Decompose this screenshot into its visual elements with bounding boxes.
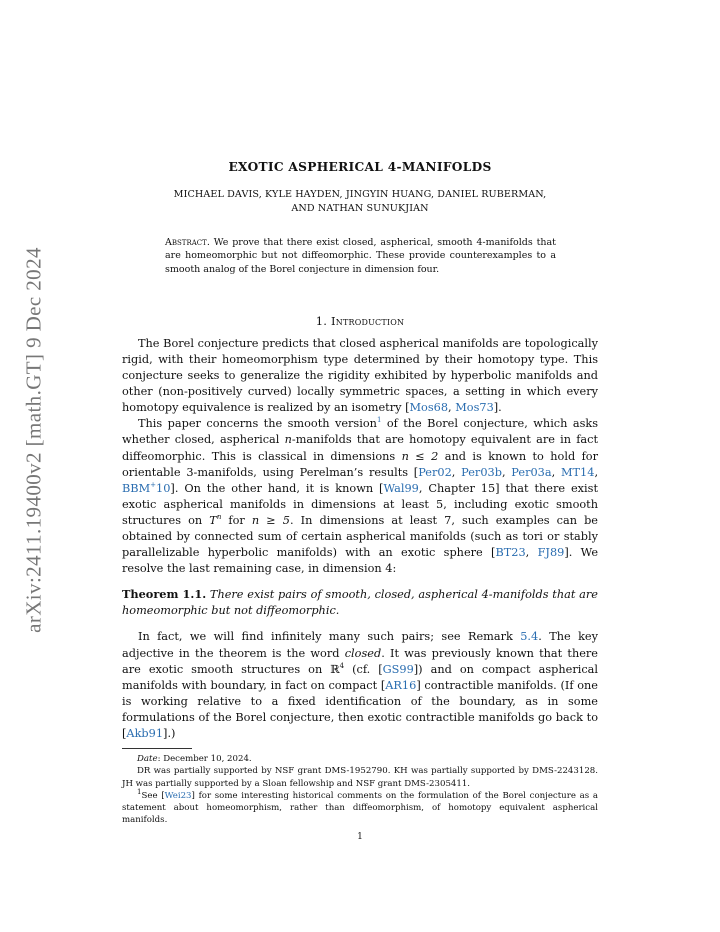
paragraph-text: for <box>221 513 252 527</box>
paragraph-text: -manifolds that are homotopy equivalent are in fact diffeomorphic. This is classical in dimensions <box>122 433 599 463</box>
paragraph-text: and is known to hold for orientable 3-manifolds, using Perelman’s results [ <box>122 449 598 479</box>
citation-link[interactable]: Wei23 <box>164 790 192 801</box>
arxiv-identifier-stamp <box>19 236 49 643</box>
paragraph-text: . It was previously known that there are exotic smooth structures on ℝ <box>122 646 598 676</box>
paragraph-text: ]. On the other hand, it is known [ <box>170 481 384 495</box>
footnote-number: 1 <box>137 787 142 796</box>
page-number: 1 <box>357 832 363 843</box>
theorem-label: Theorem 1.1. <box>122 587 207 602</box>
citation-link[interactable]: MT14 <box>560 465 595 479</box>
paragraph-text: of the Borel conjecture, which asks whether closed, aspherical <box>122 417 599 447</box>
paragraph-text: . In dimensions at least 7, such examples can be obtained by connected sum of certain aspherical manifolds (such as tori or stably parallelizable hyperbolic manifolds) with an exotic sphere [ <box>122 513 598 560</box>
paper-title: EXOTIC ASPHERICAL 4-MANIFOLDS <box>228 160 492 174</box>
author-list <box>122 188 598 216</box>
citation-link[interactable]: GS99 <box>382 662 414 676</box>
paragraph-text: (cf. [ <box>344 662 383 676</box>
footnotes <box>122 753 598 826</box>
citation-link[interactable]: Wal99 <box>383 481 419 495</box>
citation-link[interactable]: AR16 <box>385 678 417 692</box>
citation-link[interactable]: BT23 <box>495 546 526 560</box>
citation-link[interactable]: BBM+10 <box>122 480 171 495</box>
footnote-1 <box>122 787 598 827</box>
date-label: Date <box>137 754 158 765</box>
footnote-text: ] for some interesting historical comments on the formulation of the Borel conjecture as a statement about homeomorphism, rather than diffeomorphism, of homotopy equivalent aspherical manifolds. <box>122 790 598 826</box>
intro-paragraph <box>122 629 598 742</box>
paragraph-text: ] contractible manifolds. (If one is working relative to a fixed identification of the boundary, as in some formulations of the Borel conjecture, then exotic contractible manifolds go back to [ <box>122 678 598 741</box>
cross-reference-link[interactable]: 5.4 <box>520 630 539 644</box>
citation-link[interactable]: Mos68 <box>409 401 449 415</box>
citation-link[interactable]: FJ89 <box>537 546 565 560</box>
abstract <box>165 236 556 276</box>
date-value: : December 10, 2024. <box>157 754 252 765</box>
footnote-text: See [ <box>141 790 165 801</box>
section-title: Introduction <box>331 313 405 328</box>
paragraph-text: ]) and on compact aspherical manifolds with boundary, in fact on compact [ <box>122 662 599 692</box>
intro-paragraph: The Borel conjecture predicts that closed aspherical manifolds are topologically rigid, with their homeomorphism type determined by their homotopy type. This conjecture seeks to generalize the rigidity exhibited by hyperbolic manifolds and other (non-positively curved) locally symmetric spaces, a setting in which every homotopy equivalence is realized by an isometry [Mos68, Mos73]. <box>122 336 598 415</box>
paragraph-text: , Chapter 15] that there exist exotic aspherical manifolds in dimensions at least 5, including exotic smooth structures on <box>122 481 598 527</box>
section-heading <box>122 314 598 328</box>
math-inequality: n ≥ 5 <box>251 513 290 527</box>
math-symbol: $T^n$ <box>209 513 222 527</box>
section-number: 1. <box>315 313 328 328</box>
footnote-marker[interactable]: 1 <box>376 416 382 425</box>
arxiv-identifier: arXiv:2411.19400v2 [math.GT] 9 Dec 2024 <box>21 246 46 633</box>
paper-page <box>122 160 598 842</box>
citation-link[interactable]: Per03a <box>511 465 552 479</box>
math-inequality: n ≤ 2 <box>401 449 439 463</box>
abstract-text: We prove that there exist closed, aspherical, smooth 4-manifolds that are homeomorphic but not diffeomorphic. These provide counterexamples to a smooth analog of the Borel conjecture in dimension four. <box>165 237 556 275</box>
citation-link[interactable]: Mos73 <box>455 401 494 415</box>
author-line: AND NATHAN SUNUKJIAN <box>291 203 429 214</box>
date-note <box>122 753 598 765</box>
theorem-text: There exist pairs of smooth, closed, aspherical 4-manifolds that are homeomorphic but not diffeomorphic. <box>122 588 598 618</box>
emphasis-text: closed <box>344 646 382 660</box>
citation-link[interactable]: Per02 <box>418 465 452 479</box>
paragraph-text: . The key adjective in the theorem is the word <box>122 630 598 660</box>
abstract-label: Abstract. <box>165 237 210 248</box>
citation-link[interactable]: Akb91 <box>126 727 164 741</box>
footnote-divider <box>122 748 192 749</box>
paragraph-text: This paper concerns the smooth version <box>138 417 377 431</box>
funding-note: DR was partially supported by NSF grant DMS-1952790. KH was partially supported by DMS-2243128. JH was partially supported by a Sloan fellowship and NSF grant DMS-2305411. <box>122 766 598 789</box>
author-line: MICHAEL DAVIS, KYLE HAYDEN, JINGYIN HUANG, DANIEL RUBERMAN, <box>173 189 547 200</box>
theorem-statement <box>122 586 598 619</box>
paragraph-text: ]. We resolve the last remaining case, in dimension 4: <box>122 546 599 576</box>
paragraph-text: ].) <box>163 727 176 741</box>
paragraph-text: The Borel conjecture predicts that closed aspherical manifolds are topologically rigid, with their homeomorphism type determined by their homotopy type. This conjecture seeks to generalize the rigidity exhibited by hyperbolic manifolds and other (non-positively curved) locally symmetric spaces, a setting in which every homotopy equivalence is realized by an isometry [ <box>122 336 598 415</box>
intro-paragraph: This paper concerns the smooth version$^1$ of the Borel conjecture, which asks whether closed, aspherical n-manifolds that are homotopy equivalent are in fact diffeomorphic. This is classical in dimensions n ≤ 2 and is known to hold for orientable 3-manifolds, using Perelman’s results [Per02, Per03b, Per03a, MT14, BBM+10]. On the other hand, it is known [Wal99, Chapter 15] that there exist exotic aspherical manifolds in dimensions at least 5, including exotic smooth structures on $T^n$ for n ≥ 5. In dimensions at least 7, such examples can be obtained by connected sum of certain aspherical manifolds (such as tori or stably parallelizable hyperbolic manifolds) with an exotic sphere [BT23, FJ89]. We resolve the last remaining case, in dimension 4: <box>122 416 599 576</box>
math-symbol: n <box>284 433 292 447</box>
paragraph-text: In fact, we will find infinitely many such pairs; see Remark <box>138 630 521 644</box>
citation-link[interactable]: Per03b <box>461 465 502 479</box>
math-exponent: 4 <box>339 661 345 670</box>
